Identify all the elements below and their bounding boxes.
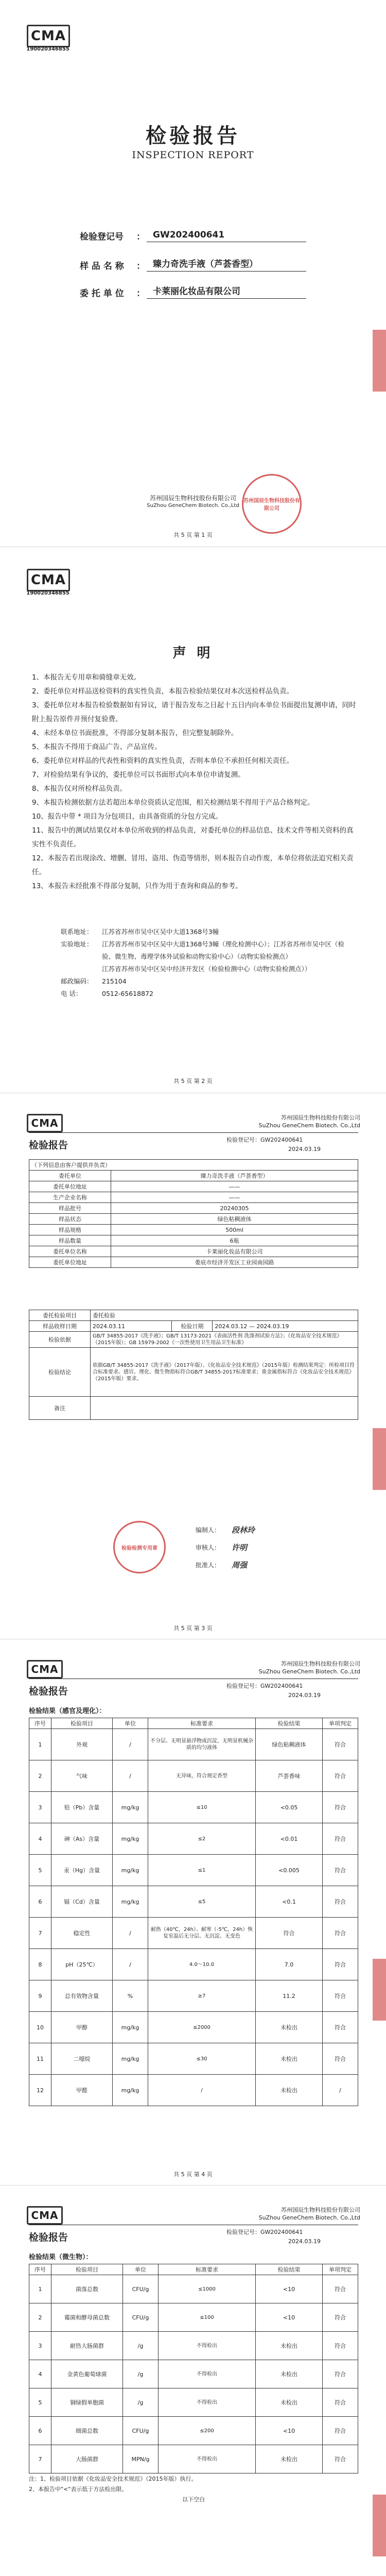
table-cell-req: 4.0～10.0: [148, 1949, 256, 1980]
table-row: [29, 1949, 358, 1980]
table-cell-req: ≤100: [159, 2303, 256, 2332]
table-cell-unit: mg/kg: [113, 1792, 148, 1823]
table-cell-unit: /: [113, 1760, 148, 1792]
cma-logo: CMA: [27, 25, 70, 47]
table-cell-item: 气味: [51, 1760, 113, 1792]
table-row: 检验结论 依据GB/T 34855-2017《洗手液》（2017年版）、《化妆品安全技术规范》（2015年版）检测结果判定：所检项目符合标准要求。感官、理化、微生物指标符合GB/T 34855-2017标准要求；重金属指标符合《化妆品安全技术规范》（2015年版）要求。: [29, 1348, 358, 1397]
table-header-row: 序号 检验项目 单位 标准要求 检验结果 单项判定: [29, 1718, 358, 1729]
table-caption: （下列信息由客户提供并负责）: [29, 1160, 358, 1171]
table-row: [29, 1792, 358, 1823]
cma-code: 190020346855: [26, 46, 69, 52]
report-subtitle: INSPECTION REPORT: [132, 149, 254, 161]
field-value: 臻力奇洗手液（芦荟香型）: [147, 257, 306, 272]
signature: 周强: [232, 1560, 248, 1570]
seam-stamp: [373, 2495, 386, 2556]
table-cell-no: 12: [29, 2075, 51, 2106]
table-cell-res: <0.05: [256, 1792, 323, 1823]
inspection-info-table: [29, 1310, 358, 1420]
table-cell-no: 7: [29, 1918, 51, 1949]
table-cell-item: 二噁烷: [51, 2043, 113, 2075]
table-cell-req: ≤2: [148, 1823, 256, 1855]
declaration-item: 2、委托单位对样品送检资料的真实性负责，本报告检验结果仅对本次送检样品负责。: [32, 687, 294, 696]
table-row: 生产企业名称 ——: [29, 1192, 358, 1203]
cover-field-client: 委 托 单 位 ： 卡莱丽化妆品有限公司: [80, 284, 306, 299]
table-row: 样品数量 6瓶: [29, 1235, 358, 1246]
header-reg: 检验登记号：GW202400641 2024.03.19: [226, 2229, 321, 2245]
page-number: 共 5 页 第 4 页: [173, 2171, 213, 2178]
table-cell-res: 11.2: [256, 1980, 323, 2012]
table-cell-no: 5: [29, 1855, 51, 1886]
page-number: 共 5 页 第 1 页: [173, 532, 213, 538]
table-cell-unit: CFU/g: [123, 2417, 159, 2445]
table-cell-req: ≤10: [148, 1792, 256, 1823]
table-cell-unit: /: [113, 1918, 148, 1949]
table-cell-det: 符合: [323, 2417, 358, 2445]
table-header-row: 序号 检验项目 单位 标准要求 检验结果 单项判定: [29, 2264, 358, 2275]
table-cell-item: 耐热大肠菌群: [51, 2332, 123, 2360]
table-cell-req: 不得检出: [159, 2360, 256, 2388]
table-cell-item: 汞（Hg）含量: [51, 1855, 113, 1886]
table-row: 委托单位名称 卡莱丽化妆品有限公司: [29, 1246, 358, 1257]
table-cell-det: 符合: [323, 2303, 358, 2332]
table-cell-det: 符合: [323, 2445, 358, 2473]
declaration-item: 3、委托单位对本报告检验数据如有异议，请于报告发布之日起十五日内向本单位书面提出复测申请，同时附上报告原件并预付复验费。: [32, 701, 356, 723]
table-cell-unit: MPN/g: [123, 2445, 159, 2473]
table-row: [29, 1729, 358, 1760]
table-cell-res: 未检出: [256, 2388, 323, 2417]
declaration-item: 11、报告中的测试结果仅对本单位所收到的样品负责，对委托单位的样品信息、技术文件等相关资料的真实性不负责任。: [32, 826, 354, 849]
info-page: [0, 1093, 386, 1638]
table-cell-unit: CFU/g: [123, 2303, 159, 2332]
results-table: [29, 2264, 358, 2473]
seam-stamp: [373, 1428, 386, 1490]
table-cell-req: ≥7: [148, 1980, 256, 2012]
results-title: 检验结果（感官及理化）：: [29, 1707, 106, 1715]
table-cell-item: 甲醇: [51, 2012, 113, 2043]
table-cell-det: 符合: [323, 1949, 358, 1980]
header-company: 苏州国辰生物科技股份有限公司 SuZhou GeneChem Biotech. Co.,Ltd: [258, 1660, 360, 1675]
table-cell-res: <10: [256, 2275, 323, 2303]
declaration-item: 12、本报告若出现涂改、增删、冒用、盗用、伪造等情形，则本报告自动作废，本单位将依法追究相关责任。: [32, 854, 354, 876]
header-title: 检验报告: [29, 2232, 68, 2243]
cover-company-cn: 苏州国辰生物科技股份有限公司: [149, 495, 236, 502]
signature: 段林玲: [232, 1525, 255, 1535]
results-page-1: [0, 1639, 386, 2184]
table-cell-no: 1: [29, 1729, 51, 1760]
table-cell-res: 未检出: [256, 2360, 323, 2388]
table-row: 样品收样日期 2024.03.11 检验日期 2024.03.12 — 2024.03.19: [29, 1321, 358, 1332]
table-cell-res: 未检出: [256, 2075, 323, 2106]
table-row: 样品规格 500ml: [29, 1225, 358, 1235]
field-label: 委 托 单 位: [80, 289, 124, 299]
table-row: [29, 2360, 358, 2388]
inspection-stamp: 检验检测专用章: [113, 1521, 166, 1573]
table-cell-unit: mg/kg: [113, 1823, 148, 1855]
table-cell-no: 4: [29, 1823, 51, 1855]
stamp-text: 苏州国辰生物科技股份有限公司: [243, 498, 300, 512]
declaration-item: 10、报告中带 * 项目为分包项目，由具备资质的分包方完成。: [32, 812, 223, 821]
declaration-item: 1、本报告无专用章和骑缝章无效。: [32, 673, 141, 682]
table-cell-res: 绿色粘稠液体: [256, 1729, 323, 1760]
contact-row: 实验地址： 江苏省苏州市吴中区吴中大道1368号3幢（理化检测中心）；江苏省苏州市吴中区（检验、微生物、毒理学体外试验和动物实验中心）（动物实验检测点）: [61, 940, 345, 960]
cover-field-reg: 检验登记号 ： GW202400641: [80, 229, 306, 242]
table-row: 检验依据 GB/T 34855-2017《洗手液》；GB/T 13173-2021《表面活性剂 洗涤剂试验方法》；《化妆品安全技术规范》（2015年版）；GB 15979-2002《一次性使用卫生用品卫生标准》: [29, 1332, 358, 1348]
table-cell-res: 未检出: [256, 2445, 323, 2473]
declaration-item: 6、委托单位对样品的代表性和资料的真实性负责，否则本单位不承担任何相关责任。: [32, 757, 294, 765]
table-cell-item: 砷（As）含量: [51, 1823, 113, 1855]
cover-page: [0, 0, 386, 546]
field-label: 检验登记号: [80, 232, 124, 242]
table-cell-item: 稳定性: [51, 1918, 113, 1949]
page-number: 共 5 页 第 3 页: [173, 1625, 213, 1632]
table-cell-req: ≤200: [159, 2417, 256, 2445]
results-page-2: [0, 2185, 386, 2576]
table-row: 样品状态 绿色粘稠液体: [29, 1214, 358, 1225]
table-cell-unit: CFU/g: [123, 2275, 159, 2303]
table-row: 备注: [29, 1397, 358, 1420]
declaration-page: [0, 547, 386, 1092]
table-cell-item: 细菌总数: [51, 2417, 123, 2445]
table-cell-no: 1: [29, 2275, 51, 2303]
table-row: [29, 2012, 358, 2043]
table-cell-item: 总有效物含量: [51, 1980, 113, 2012]
declaration-item: 4、未经本单位书面批准，不得部分复制本报告，但完整复制除外。: [32, 729, 238, 737]
table-cell-no: 4: [29, 2360, 51, 2388]
table-cell-no: 3: [29, 2332, 51, 2360]
table-row: [29, 1855, 358, 1886]
table-cell-item: 铅（Pb）含量: [51, 1792, 113, 1823]
table-cell-res: <10: [256, 2303, 323, 2332]
header-reg: 检验登记号：GW202400641 2024.03.19: [226, 1137, 321, 1153]
contact-row: 邮政编码： 215104: [61, 977, 127, 985]
table-cell-req: 不得检出: [159, 2388, 256, 2417]
table-cell-res: 未检出: [256, 2043, 323, 2075]
table-row: [29, 1760, 358, 1792]
table-cell-det: 符合: [323, 2360, 358, 2388]
table-cell-req: ≤1000: [159, 2275, 256, 2303]
table-cell-item: 霉菌和酵母菌总数: [51, 2303, 123, 2332]
results-title: 检验结果（微生物）：: [29, 2253, 93, 2261]
table-row: [29, 1980, 358, 2012]
header-rule: [29, 1132, 358, 1133]
table-cell-req: ≤30: [148, 2043, 256, 2075]
table-cell-item: 铜绿假单胞菌: [51, 2388, 123, 2417]
table-cell-det: 符合: [323, 1980, 358, 2012]
table-cell-req: 不得检出: [159, 2332, 256, 2360]
declaration-item: 9、本报告检测依据方法若超出本单位资质认定范围，相关检测结果不得用于产品合格判定。: [32, 799, 314, 807]
cover-company-en: SuZhou GeneChem Biotech. Co.,Ltd: [147, 503, 239, 509]
declaration-title: 声 明: [172, 646, 214, 661]
table-cell-item: 镉（Cd）含量: [51, 1886, 113, 1918]
table-cell-res: 芦荟香味: [256, 1760, 323, 1792]
contact-row: 联系地址： 江苏省苏州市吴中区吴中大道1368号3幢: [61, 928, 219, 936]
table-cell-no: 6: [29, 1886, 51, 1918]
declaration-list: [32, 671, 356, 893]
table-row: 样品批号 20240305: [29, 1203, 358, 1214]
table-row: [29, 2043, 358, 2075]
table-cell-det: 符合: [323, 2275, 358, 2303]
contact-row: 江苏省苏州市吴中区吴中经济开发区（检验检测中心（动物实验检测点））: [102, 965, 311, 973]
contact-block: [61, 926, 349, 1000]
table-row: [29, 2275, 358, 2303]
table-cell-unit: /g: [123, 2388, 159, 2417]
header-reg: 检验登记号：GW202400641 2024.03.19: [226, 1683, 321, 1699]
table-cell-item: 菌落总数: [51, 2275, 123, 2303]
table-cell-res: <10: [256, 2417, 323, 2445]
table-row: [29, 2417, 358, 2445]
table-cell-no: 2: [29, 2303, 51, 2332]
cover-field-sample: 样 品 名 称 ： 臻力奇洗手液（芦荟香型）: [80, 257, 306, 272]
table-cell-unit: /g: [123, 2360, 159, 2388]
table-cell-item: 甲醛: [51, 2075, 113, 2106]
cma-code: 190020346855: [26, 590, 69, 596]
signature: 许明: [232, 1543, 248, 1552]
table-cell-res: <0.005: [256, 1855, 323, 1886]
table-cell-det: 符合: [323, 2332, 358, 2360]
table-cell-no: 8: [29, 1949, 51, 1980]
table-row: [29, 2445, 358, 2473]
seam-stamp: [373, 1959, 386, 2021]
table-cell-unit: %: [113, 1980, 148, 2012]
cma-logo: CMA: [27, 1114, 63, 1132]
declaration-item: 5、本报告不得用于商品广告、产品宣传。: [32, 743, 162, 751]
table-cell-item: 大肠菌群: [51, 2445, 123, 2473]
table-cell-req: 无异味，符合规定香型: [148, 1760, 256, 1792]
table-cell-item: pH（25℃）: [51, 1949, 113, 1980]
page-number: 共 5 页 第 2 页: [173, 1078, 213, 1084]
table-cell-no: 11: [29, 2043, 51, 2075]
header-title: 检验报告: [29, 1140, 68, 1151]
table-row: [29, 2332, 358, 2360]
table-cell-no: 6: [29, 2417, 51, 2445]
table-cell-req: 耐热（40℃，24h）、耐寒（-5℃，24h）恢复室温后无分层、无沉淀、无变色: [148, 1918, 256, 1949]
sample-info-table: [29, 1159, 358, 1268]
table-row: 委托单位地址 ——: [29, 1181, 358, 1192]
header-company: 苏州国辰生物科技股份有限公司 SuZhou GeneChem Biotech. Co.,Ltd: [258, 2207, 360, 2221]
header-company: 苏州国辰生物科技股份有限公司 SuZhou GeneChem Biotech. Co.,Ltd: [258, 1114, 360, 1129]
table-row: [29, 1823, 358, 1855]
table-row: [29, 2303, 358, 2332]
table-cell-res: 7.0: [256, 1949, 323, 1980]
field-value: 卡莱丽化妆品有限公司: [147, 284, 306, 299]
seam-stamp: [373, 330, 386, 392]
cma-logo: CMA: [27, 1660, 63, 1679]
table-cell-det: /: [323, 2075, 358, 2106]
table-cell-res: 未检出: [256, 2012, 323, 2043]
table-cell-det: 符合: [323, 2388, 358, 2417]
contact-row: 电 话： 0512-65618872: [61, 990, 153, 997]
table-cell-req: 不分层、无明显悬浮物或沉淀，无明显机械杂质的均匀液体: [148, 1729, 256, 1760]
table-cell-unit: mg/kg: [113, 2012, 148, 2043]
table-row: [29, 2075, 358, 2106]
results-notes: 注：1、检验项目依据《化妆品安全技术规范》（2015年版）执行。 2、本报告中"<"表示低于方法检出限。 以下空白: [29, 2476, 205, 2503]
table-cell-no: 2: [29, 1760, 51, 1792]
table-cell-unit: mg/kg: [113, 2075, 148, 2106]
table-row: [29, 1886, 358, 1918]
field-label: 样 品 名 称: [80, 261, 124, 272]
table-cell-req: /: [148, 2075, 256, 2106]
table-cell-no: 5: [29, 2388, 51, 2417]
table-cell-det: 符合: [323, 1823, 358, 1855]
table-cell-det: 符合: [323, 1918, 358, 1949]
table-row: 委托单位地址 娄底市经济开发区工业园南园路: [29, 1257, 358, 1268]
cma-logo: CMA: [27, 2206, 63, 2225]
header-title: 检验报告: [29, 1686, 68, 1697]
table-row: 委托检验项目 委托检验: [29, 1310, 358, 1321]
table-cell-unit: mg/kg: [113, 2043, 148, 2075]
signature-block: 编制人： 段林玲 审核人： 许明 批准人： 周强: [196, 1525, 255, 1570]
table-cell-unit: mg/kg: [113, 1855, 148, 1886]
table-cell-item: 外观: [51, 1729, 113, 1760]
table-cell-det: 符合: [323, 2043, 358, 2075]
report-title: 检验报告: [146, 124, 240, 148]
table-cell-item: 金黄色葡萄球菌: [51, 2360, 123, 2388]
table-cell-res: <0.01: [256, 1823, 323, 1855]
table-cell-det: 符合: [323, 1855, 358, 1886]
table-cell-req: ≤1: [148, 1855, 256, 1886]
table-row: [29, 1918, 358, 1949]
declaration-item: 8、本报告仅对所检样品负责。: [32, 785, 127, 793]
table-cell-res: 未检出: [256, 2332, 323, 2360]
table-cell-no: 9: [29, 1980, 51, 2012]
table-cell-no: 3: [29, 1792, 51, 1823]
table-row: [29, 2388, 358, 2417]
table-cell-unit: /: [113, 1729, 148, 1760]
table-cell-unit: /: [113, 1949, 148, 1980]
table-cell-unit: /g: [123, 2332, 159, 2360]
table-cell-det: 符合: [323, 1886, 358, 1918]
cma-logo: CMA: [27, 569, 70, 591]
table-cell-det: 符合: [323, 1792, 358, 1823]
table-cell-det: 符合: [323, 1729, 358, 1760]
declaration-item: 7、对检验结果有争议的，委托单位可以书面形式向本单位申请复测。: [32, 771, 245, 779]
table-cell-det: 符合: [323, 1760, 358, 1792]
field-value: GW202400641: [147, 230, 306, 242]
table-cell-unit: mg/kg: [113, 1886, 148, 1918]
table-cell-req: 不得检出: [159, 2445, 256, 2473]
table-cell-det: 符合: [323, 2012, 358, 2043]
table-cell-req: ≤5: [148, 1886, 256, 1918]
results-table: [29, 1718, 358, 2106]
table-cell-res: <0.1: [256, 1886, 323, 1918]
table-cell-no: 7: [29, 2445, 51, 2473]
table-cell-no: 10: [29, 2012, 51, 2043]
table-cell-req: ≤2000: [148, 2012, 256, 2043]
table-cell-res: 符合: [256, 1918, 323, 1949]
declaration-item: 13、本报告未经批准不得部分复制，只作为用于查询和商品的参考。: [32, 882, 242, 890]
table-row: 委托单位 臻力奇洗手液（芦荟香型）: [29, 1171, 358, 1181]
